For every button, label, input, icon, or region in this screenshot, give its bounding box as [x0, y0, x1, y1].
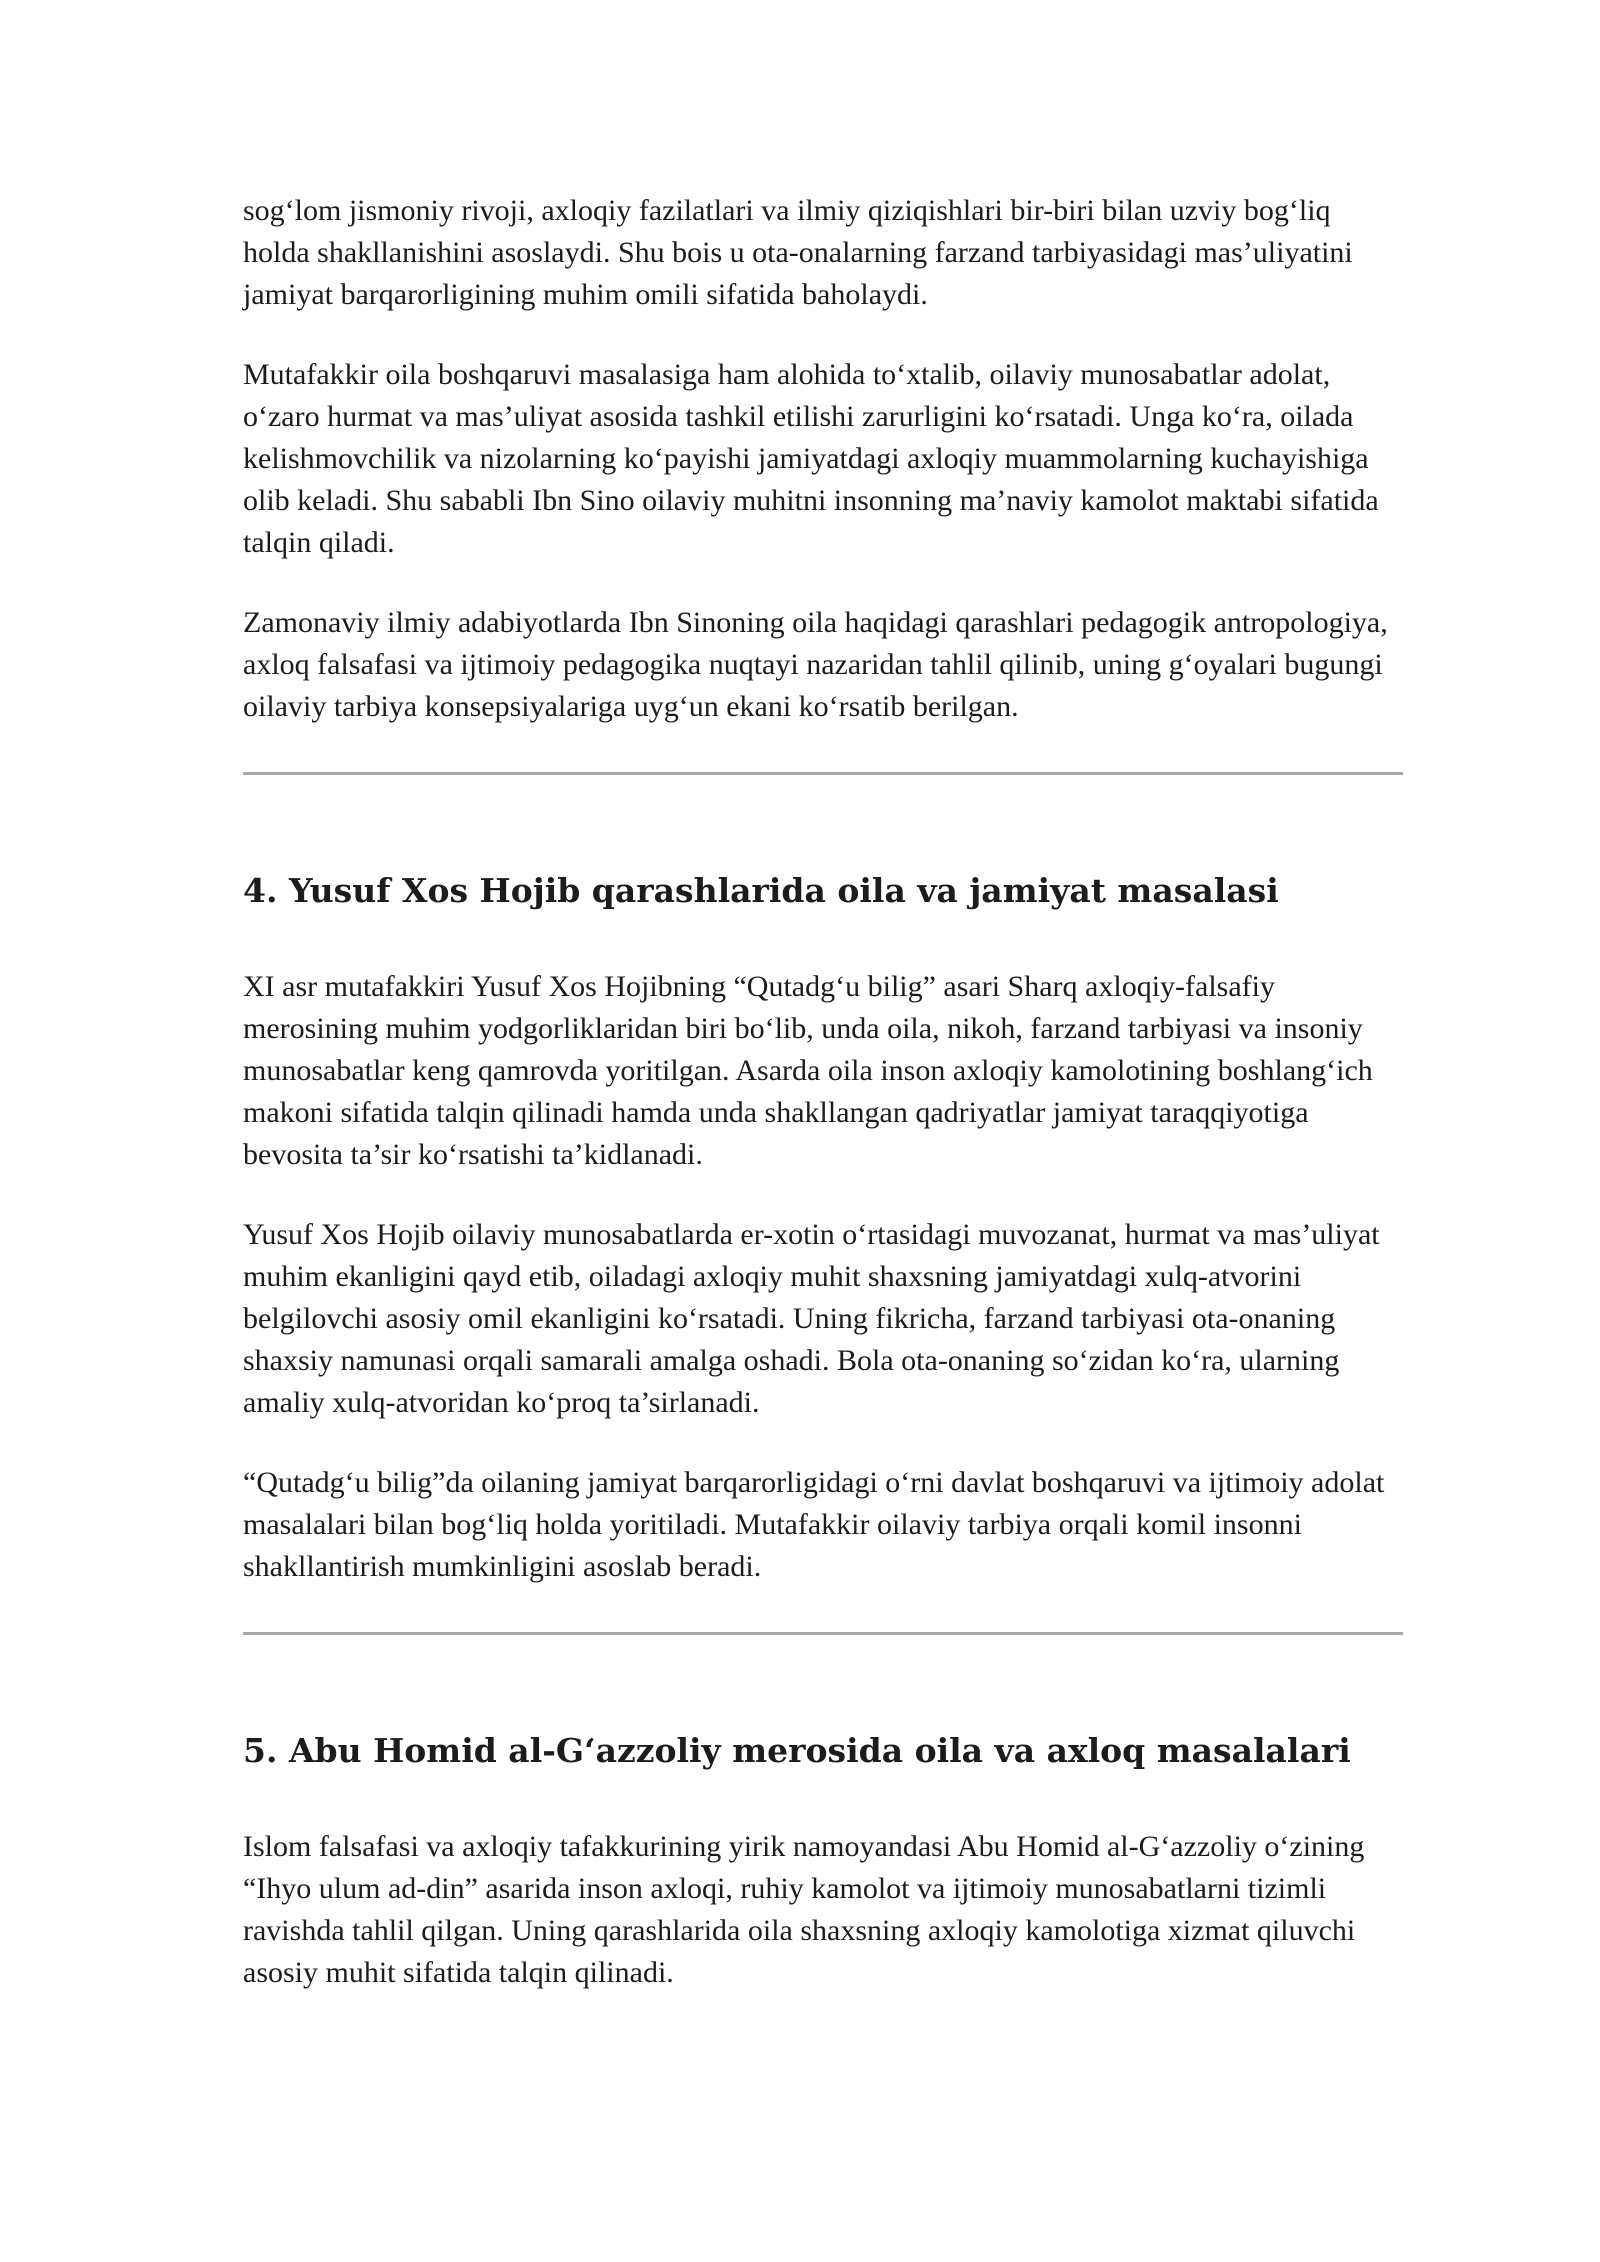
section-heading: 5. Abu Homid al-G‘azzoliy merosida oila va axloq masalalari [243, 1731, 1351, 1770]
body-paragraph: “Qutadg‘u bilig”da oilaning jamiyat barqarorligidagi o‘rni davlat boshqaruvi va ijtimoiy adolat masalalari bilan bog‘liq holda yoritiladi. Mutafakkir oilaviy tarbiya orqali komil insonni shakllantirish mumkinligini asoslab beradi. [243, 1466, 1385, 1583]
body-paragraph: XI asr mutafakkiri Yusuf Xos Hojibning “Qutadg‘u bilig” asari Sharq axloqiy-falsafiy merosining muhim yodgorliklaridan biri bo‘lib, unda oila, nikoh, farzand tarbiyasi va insoniy munosabatlar keng qamrovda yoritilgan. Asarda oila inson axloqiy kamolotining boshlang‘ich makoni sifatida talqin qilinadi hamda unda shakllangan qadriyatlar jamiyat taraqqiyotiga bevosita ta’sir ko‘rsatishi ta’kidlanadi. [243, 970, 1373, 1171]
document-page [243, 190, 1403, 1994]
section-divider [243, 772, 1403, 775]
body-paragraph: Islom falsafasi va axloqiy tafakkurining yirik namoyandasi Abu Homid al-G‘azzoliy o‘zining “Ihyo ulum ad-din” asarida inson axloqi, ruhiy kamolot va ijtimoiy munosabatlarni tizimli ravishda tahlil qilgan. Uning qarashlarida oila shaxsning axloqiy kamolotiga xizmat qiluvchi asosiy muhit sifatida talqin qilinadi. [243, 1830, 1365, 1989]
body-paragraph: Zamonaviy ilmiy adabiyotlarda Ibn Sinoning oila haqidagi qarashlari pedagogik antropologiya, axloq falsafasi va ijtimoiy pedagogika nuqtayi nazaridan tahlil qilinib, uning g‘oyalari bugungi oilaviy tarbiya konsepsiyalariga uyg‘un ekani ko‘rsatib berilgan. [243, 606, 1388, 723]
section-heading: 4. Yusuf Xos Hojib qarashlarida oila va jamiyat masalasi [243, 871, 1279, 910]
body-paragraph: Yusuf Xos Hojib oilaviy munosabatlarda er-xotin o‘rtasidagi muvozanat, hurmat va mas’uliyat muhim ekanligini qayd etib, oiladagi axloqiy muhit shaxsning jamiyatdagi xulq-atvorini belgilovchi asosiy omil ekanligini ko‘rsatadi. Uning fikricha, farzand tarbiyasi ota-onaning shaxsiy namunasi orqali samarali amalga oshadi. Bola ota-onaning so‘zidan ko‘ra, ularning amaliy xulq-atvoridan ko‘proq ta’sirlanadi. [243, 1218, 1380, 1419]
body-paragraph: sog‘lom jismoniy rivoji, axloqiy fazilatlari va ilmiy qiziqishlari bir-biri bilan uzviy bog‘liq holda shakllanishini asoslaydi. Shu bois u ota-onalarning farzand tarbiyasidagi mas’uliyatini jamiyat barqarorligining muhim omili sifatida baholaydi. [243, 194, 1353, 311]
body-paragraph: Mutafakkir oila boshqaruvi masalasiga ham alohida to‘xtalib, oilaviy munosabatlar adolat, o‘zaro hurmat va mas’uliyat asosida tashkil etilishi zarurligini ko‘rsatadi. Unga ko‘ra, oilada kelishmovchilik va nizolarning ko‘payishi jamiyatdagi axloqiy muammolarning kuchayishiga olib keladi. Shu sababli Ibn Sino oilaviy muhitni insonning ma’naviy kamolot maktabi sifatida talqin qiladi. [243, 358, 1379, 559]
section-divider [243, 1632, 1403, 1635]
